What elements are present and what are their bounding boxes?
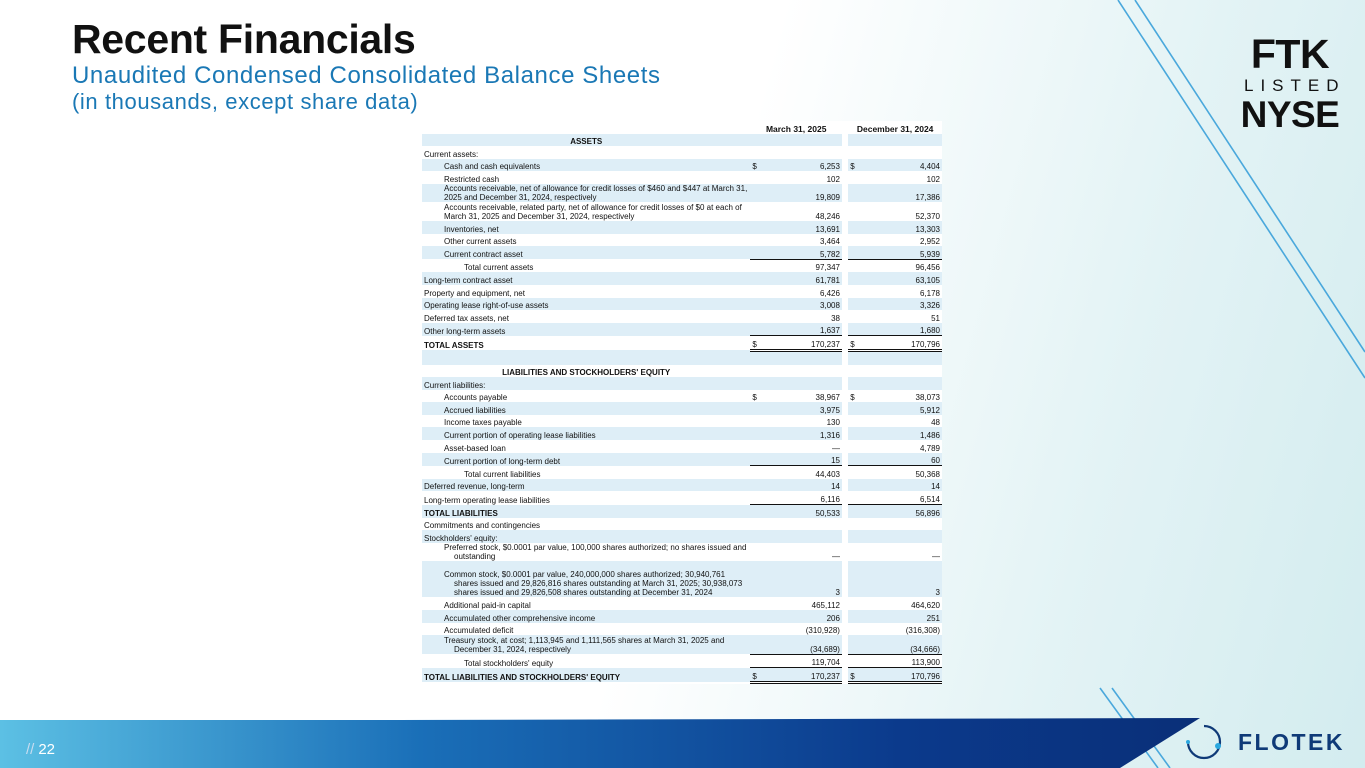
table-row: Total current assets 97,347 96,456 — [422, 259, 942, 272]
table-row: Accrued liabilities 3,975 5,912 — [422, 402, 942, 415]
table-row: Total stockholders' equity 119,704 113,900 — [422, 654, 942, 668]
table-row: TOTAL LIABILITIES 50,533 56,896 — [422, 505, 942, 518]
table-row: Accumulated deficit (310,928) (316,308) — [422, 623, 942, 636]
liabilities-header: LIABILITIES AND STOCKHOLDERS' EQUITY — [502, 368, 671, 378]
table-row: Restricted cash 102 102 — [422, 171, 942, 184]
table-row: Treasury stock, at cost; 1,113,945 and 1,111,565 shares at March 31, 2025 and December 31, 2024, respectively (34,689) (34,666) — [422, 635, 942, 654]
slide-subtitle: Unaudited Condensed Consolidated Balance Sheets — [72, 62, 661, 89]
footer-band — [0, 718, 1365, 768]
table-row: Stockholders' equity: — [422, 530, 942, 543]
slide-subtitle-units: (in thousands, except share data) — [72, 89, 419, 114]
table-row — [422, 134, 942, 147]
table-row: Current contract asset 5,782 5,939 — [422, 246, 942, 259]
listed-label: LISTED — [1244, 76, 1346, 95]
table-row: Long-term contract asset 61,781 63,105 — [422, 272, 942, 285]
table-row: Cash and cash equivalents $ 6,253 $ 4,404 — [422, 159, 942, 172]
slide-title: Recent Financials — [72, 16, 416, 62]
table-row: Other current assets 3,464 2,952 — [422, 234, 942, 247]
flotek-mark-icon — [1174, 722, 1234, 762]
table-row: Total current liabilities 44,403 50,368 — [422, 466, 942, 479]
table-row: Current portion of long-term debt 15 60 — [422, 453, 942, 466]
page-number: // 22 — [26, 741, 56, 758]
flotek-wordmark: FLOTEK — [1238, 729, 1345, 755]
table-row: TOTAL LIABILITIES AND STOCKHOLDERS' EQUITY $ 170,237 $ 170,796 — [422, 668, 942, 683]
table-row: Asset-based loan — 4,789 — [422, 440, 942, 453]
table-row — [422, 365, 942, 378]
balance-sheet-table — [422, 121, 942, 684]
table-row: Operating lease right-of-use assets 3,008 3,326 — [422, 298, 942, 311]
table-row: Commitments and contingencies — [422, 518, 942, 531]
table-row: Current liabilities: — [422, 377, 942, 390]
table-row: Current assets: — [422, 146, 942, 159]
table-row: Long-term operating lease liabilities 6,116 6,514 — [422, 491, 942, 504]
table-row: Additional paid-in capital 465,112 464,620 — [422, 597, 942, 610]
table-row: Preferred stock, $0.0001 par value, 100,000 shares authorized; no shares issued and outstanding — — — [444, 543, 940, 562]
column-header-row — [422, 121, 942, 134]
column-header-march-2025: March 31, 2025 — [765, 123, 827, 134]
table-row: Property and equipment, net 6,426 6,178 — [422, 285, 942, 298]
column-header-dec-2024: December 31, 2024 — [856, 123, 934, 134]
nyse-listing-logo — [1238, 31, 1346, 135]
balance-sheet — [422, 121, 942, 684]
table-row: Accounts receivable, net of allowance for credit losses of $460 and $447 at March 31, 2025 and December 31, 2024, respectively 19,809 17,386 — [422, 184, 942, 203]
table-row: Deferred revenue, long-term 14 14 — [422, 479, 942, 492]
table-row: Accumulated other comprehensive income 206 251 — [422, 610, 942, 623]
table-row: Deferred tax assets, net 38 51 — [422, 310, 942, 323]
table-row — [422, 350, 942, 364]
table-row: Inventories, net 13,691 13,303 — [422, 221, 942, 234]
table-row: Common stock, $0.0001 par value, 240,000,000 shares authorized; 30,940,761 shares issued and 29,826,816 shares outstanding at March 31, 2025; 30,938,073 shares issued and 29,826,508 shares outstanding at December 31, 2024 3 3 — [422, 561, 942, 597]
table-row: Income taxes payable 130 48 — [422, 415, 942, 428]
table-row: TOTAL ASSETS $ 170,237 $ 170,796 — [422, 336, 942, 351]
table-row: Other long-term assets 1,637 1,680 — [422, 323, 942, 336]
nyse-label: NYSE — [1240, 94, 1340, 135]
table-row: Current portion of operating lease liabilities 1,316 1,486 — [422, 427, 942, 440]
assets-header: ASSETS — [422, 134, 750, 147]
table-row: Accounts payable $ 38,967 $ 38,073 — [422, 390, 942, 403]
table-row: Accounts receivable, related party, net of allowance for credit losses of $0 at each of March 31, 2025 and December 31, 2024, respectively 48,246 52,370 — [444, 202, 940, 221]
ftk-ticker: FTK — [1250, 31, 1330, 77]
